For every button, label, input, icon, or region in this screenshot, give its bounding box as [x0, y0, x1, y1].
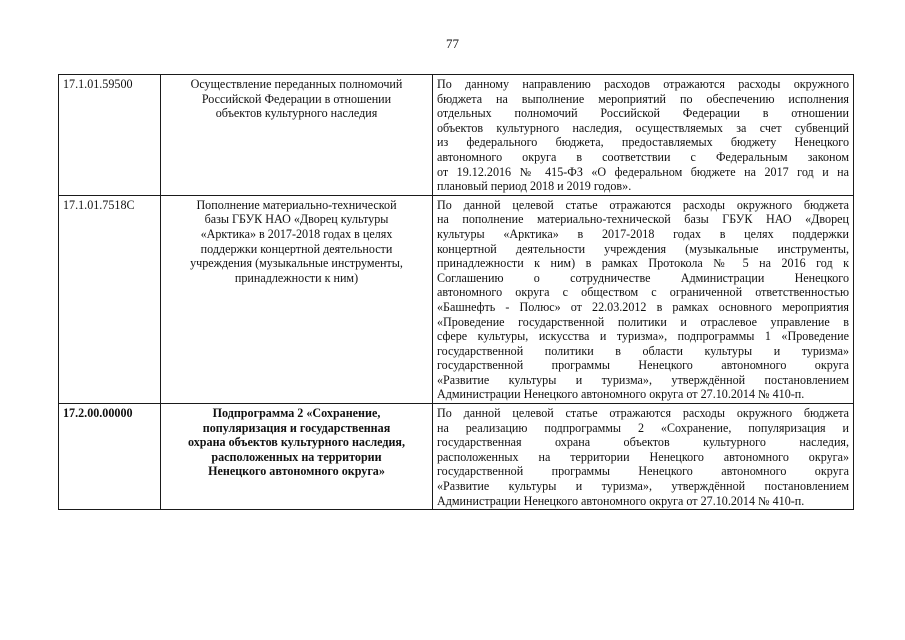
description-line: автономного округа в соответствии с Федеральным законом — [437, 149, 849, 164]
target-article-code: 17.1.01.7518С — [59, 195, 161, 403]
description-line: концертной деятельности учреждения (музыкальные инструменты, — [437, 241, 849, 256]
name-line: принадлежности к ним) — [234, 270, 359, 285]
target-article-code: 17.2.00.00000 — [59, 404, 161, 510]
name-line: учреждения (музыкальные инструменты, — [190, 256, 403, 271]
target-article-description — [433, 75, 854, 196]
description-line: сфере культуры, искусства и туризма», подпрограммы 1 «Проведение — [437, 329, 849, 344]
page-number: 77 — [446, 36, 459, 51]
name-line: «Арктика» в 2017-2018 годах в целях — [200, 226, 393, 241]
description-line: расположенных на территории Ненецкого автономного округа» — [437, 449, 849, 464]
name-line: поддержки концертной деятельности — [200, 241, 393, 256]
description-line: «Развитие культуры и туризма», утверждённой постановлением — [437, 479, 849, 494]
description-line: культуры «Арктика» в 2017-2018 годах в целях поддержки — [437, 226, 849, 241]
name-line: популяризация и государственная — [202, 420, 391, 435]
description-line: «Проведение государственной политики и отраслевое управление в — [437, 314, 849, 329]
description-line: автономного округа с обществом с ограниченной ответственностью — [437, 285, 849, 300]
name-line: объектов культурного наследия — [215, 106, 378, 121]
name-line: Осуществление переданных полномочий — [190, 77, 403, 91]
description-line: от 19.12.2016 № 415-ФЗ «О федеральном бюджете на 2017 год и на — [437, 164, 849, 179]
budget-classification-table — [58, 74, 854, 510]
description-line: государственная охрана объектов культурного наследия, — [437, 435, 849, 450]
description-line: объектов культурного наследия, осуществляемых за счет субвенций — [437, 120, 849, 135]
description-line: из федерального бюджета, предоставляемых бюджету Ненецкого — [437, 135, 849, 150]
description-line: государственной политики в области культуры и туризма» — [437, 343, 849, 358]
description-line: принадлежности к ним) в рамках Протокола № 5 на 2016 год к — [437, 256, 849, 271]
name-line: Пополнение материально-технической — [196, 197, 397, 212]
description-line: на пополнение материально-технической базы ГБУК НАО «Дворец — [437, 212, 849, 227]
description-line: По данной целевой статье отражаются расходы окружного бюджета — [437, 197, 849, 212]
name-line: Российской Федерации в отношении — [201, 91, 392, 106]
description-line: По данному направлению расходов отражаются расходы окружного — [437, 77, 849, 91]
table-row — [59, 75, 854, 196]
name-line: Ненецкого автономного округа» — [208, 464, 385, 479]
table-row — [59, 404, 854, 510]
description-line: «Башнефть - Полюс» от 22.03.2012 в рамках основного мероприятия — [437, 299, 849, 314]
description-line: По данной целевой статье отражаются расходы окружного бюджета — [437, 406, 849, 421]
name-line: расположенных на территории — [211, 449, 382, 464]
description-line: Соглашению о сотрудничестве Администрации Ненецкого — [437, 270, 849, 285]
description-line: Администрации Ненецкого автономного округа от 27.10.2014 № 410-п. — [437, 493, 805, 508]
description-line: государственной программы Ненецкого автономного округа — [437, 358, 849, 373]
description-line: Администрации Ненецкого автономного округа от 27.10.2014 № 410-п. — [437, 387, 805, 402]
target-article-name — [161, 195, 433, 403]
target-article-description — [433, 404, 854, 510]
target-article-code: 17.1.01.59500 — [59, 75, 161, 196]
description-line: государственной программы Ненецкого автономного округа — [437, 464, 849, 479]
description-line: бюджета на выполнение мероприятий по обеспечению исполнения — [437, 91, 849, 106]
name-line: базы ГБУК НАО «Дворец культуры — [204, 212, 389, 227]
name-line: Подпрограмма 2 «Сохранение, — [212, 406, 381, 421]
target-article-name — [161, 404, 433, 510]
description-line: «Развитие культуры и туризма», утверждённой постановлением — [437, 372, 849, 387]
description-line: на реализацию подпрограммы 2 «Сохранение, популяризация и — [437, 420, 849, 435]
description-line: плановый период 2018 и 2019 годов». — [437, 179, 632, 194]
name-line: охрана объектов культурного наследия, — [188, 435, 405, 450]
description-line: отдельных полномочий Российской Федерации в отношении — [437, 106, 849, 121]
target-article-description — [433, 195, 854, 403]
table-row — [59, 195, 854, 403]
target-article-name — [161, 75, 433, 196]
